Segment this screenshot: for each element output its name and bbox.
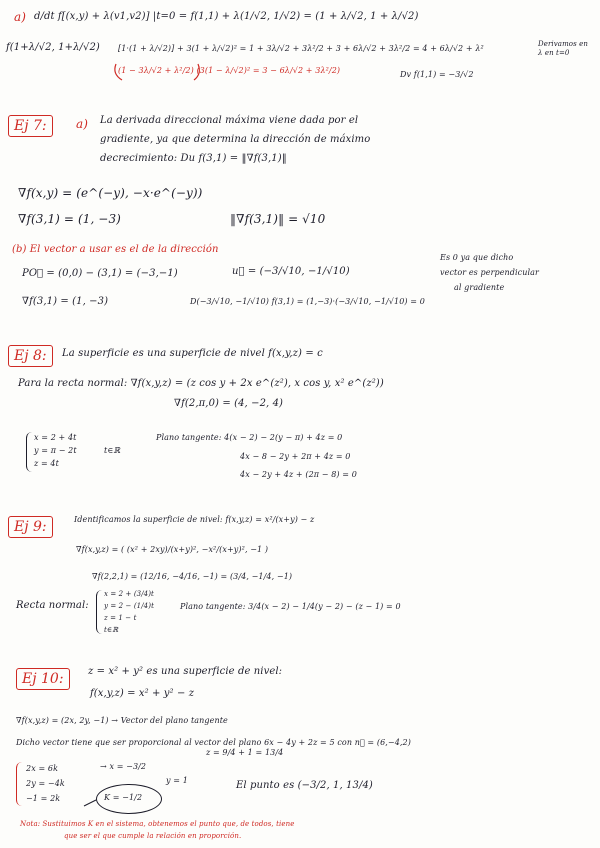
ej7-gradient-norm: ‖∇f(3,1)‖ = √10 (230, 212, 326, 226)
ej7-gradient-eval: ∇f(3,1) = (1, −3) (18, 212, 121, 226)
ej9-system-brace (96, 590, 102, 634)
ej7-unit-vector: u⃗ = (−3/√10, −1/√10) (232, 266, 350, 277)
ej9-normal-label: Recta normal: (16, 600, 89, 611)
ej9-system-param: t∈ℝ (104, 626, 119, 634)
ej9-system-eq-2: y = 2 − (1/4)t (104, 602, 154, 610)
ej8-plane-2: 4x − 8 − 2y + 2π + 4z = 0 (240, 452, 351, 461)
ej10-system-eq-2: 2y = −4k (26, 779, 65, 788)
ej9-system-eq-3: z = 1 − t (104, 614, 137, 622)
ej8-heading: Ej 8: (8, 345, 53, 367)
ej7-part-a-label: a) (76, 117, 89, 131)
ej7-po-vector: PO⃗ = (0,0) − (3,1) = (−3,−1) (22, 268, 178, 279)
ej10-system-eq-1: 2x = 6k (26, 764, 59, 773)
ej8-system-eq-1: x = 2 + 4t (34, 433, 77, 442)
ej9-gradient-eval: ∇f(2,2,1) = (12/16, −4/16, −1) = (3/4, −1/4, −1) (92, 572, 293, 581)
ej7-heading: Ej 7: (8, 115, 53, 137)
ej8-normal-eval: ∇f(2,π,0) = (4, −2, 4) (174, 398, 284, 409)
ej8-text: La superficie es una superficie de nivel f(x,y,z) = c (62, 348, 323, 359)
ej9-tangent-plane: Plano tangente: 3/4(x − 2) − 1/4(y − 2) − (z − 1) = 0 (180, 602, 401, 611)
ej10-substitution-x: → x = −3/2 (100, 762, 147, 771)
ej8-system-eq-3: z = 4t (34, 459, 59, 468)
ej10-system-eq-3: −1 = 2k (26, 794, 61, 803)
ej10-k-value: K = −1/2 (104, 793, 143, 802)
top-function-eval: f(1+λ/√2, 1+λ/√2) (6, 42, 100, 53)
top-part-label: a) (14, 10, 27, 24)
top-side-note-1: Derivamos en (538, 40, 588, 48)
ej8-system-eq-2: y = π − 2t (34, 446, 77, 455)
top-red-work: (1 − 3λ/√2 + λ²/2) (3(1 − λ/√2)² = 3 − 6λ/√2 + 3λ²/2) (118, 66, 341, 75)
ej7-directional-derivative: D(−3/√10, −1/√10) f(3,1) = (1,−3)·(−3/√10, −1/√10) = 0 (190, 297, 425, 306)
ej7-part-b: (b) El vector a usar es el de la dirección (12, 244, 219, 255)
ej7-text-3: decrecimiento: Du f(3,1) = ‖∇f(3,1)‖ (100, 153, 287, 164)
ej10-text: z = x² + y² es una superficie de nivel: (88, 666, 283, 677)
ej9-text: Identificamos la superficie de nivel: f(x,y,z) = x²/(x+y) − z (74, 515, 315, 524)
ej8-normal-gradient: Para la recta normal: ∇f(x,y,z) = (z cos y + 2x e^(z²), x cos y, x² e^(z²)) (18, 378, 384, 389)
ej8-system-brace (26, 432, 32, 472)
ej7-gradient: ∇f(x,y) = (e^(−y), −x·e^(−y)) (18, 186, 203, 200)
ej9-system-eq-1: x = 2 + (3/4)t (104, 590, 154, 598)
ej10-z-value: z = 9/4 + 1 = 13/4 (206, 748, 284, 757)
ej10-level-function: f(x,y,z) = x² + y² − z (90, 688, 195, 699)
top-result: Dv f(1,1) = −3/√2 (400, 70, 474, 79)
ej10-system-brace (16, 762, 22, 806)
ej7-side-note-3: al gradiente (454, 283, 505, 292)
top-expansion-line: [1·(1 + λ/√2)] + 3(1 + λ/√2)² = 1 + 3λ/√2 + 3λ²/2 + 3 + 6λ/√2 + 3λ²/2 = 4 + 6λ/√2 + λ² (118, 44, 484, 53)
ej8-plane-3: 4x − 2y + 4z + (2π − 8) = 0 (240, 470, 357, 479)
ej8-plane-1: Plano tangente: 4(x − 2) − 2(y − π) + 4z = 0 (156, 433, 343, 442)
ej7-gradient-2: ∇f(3,1) = (1, −3) (22, 296, 109, 307)
ej8-system-param: t∈ℝ (104, 446, 121, 455)
ej9-heading: Ej 9: (8, 516, 53, 538)
ej10-arrow-stroke (84, 800, 96, 806)
ej7-text-2: gradiente, ya que determina la dirección de máximo (100, 134, 371, 145)
ej10-gradient: ∇f(x,y,z) = (2x, 2y, −1) → Vector del plano tangente (16, 716, 228, 725)
ej10-note-2: que ser el que cumple la relación en proporción. (64, 832, 242, 840)
top-derivative-line: d/dt f[(x,y) + λ(v1,v2)] |t=0 = f(1,1) + λ(1/√2, 1/√2) = (1 + λ/√2, 1 + λ/√2) (34, 11, 419, 22)
ej7-side-note-2: vector es perpendicular (440, 268, 539, 277)
ej7-side-note-1: Es 0 ya que dicho (440, 253, 514, 262)
ej7-text-1: La derivada direccional máxima viene dada por el (100, 115, 359, 126)
ej10-note-1: Nota: Sustituimos K en el sistema, obtenemos el punto que, de todos, tiene (20, 820, 295, 828)
ej10-substitution-y: y = 1 (166, 776, 188, 785)
ej10-point-result: El punto es (−3/2, 1, 13/4) (236, 780, 373, 791)
top-side-note-2: λ en t=0 (538, 49, 570, 57)
ej10-heading: Ej 10: (16, 668, 70, 690)
ej9-gradient: ∇f(x,y,z) = ( (x² + 2xy)/(x+y)², −x²/(x+y)², −1 ) (76, 545, 269, 554)
ej10-proportional-text: Dicho vector tiene que ser proporcional al vector del plano 6x − 4y + 2z = 5 con n⃗ = (6,−4,2) (16, 738, 411, 747)
